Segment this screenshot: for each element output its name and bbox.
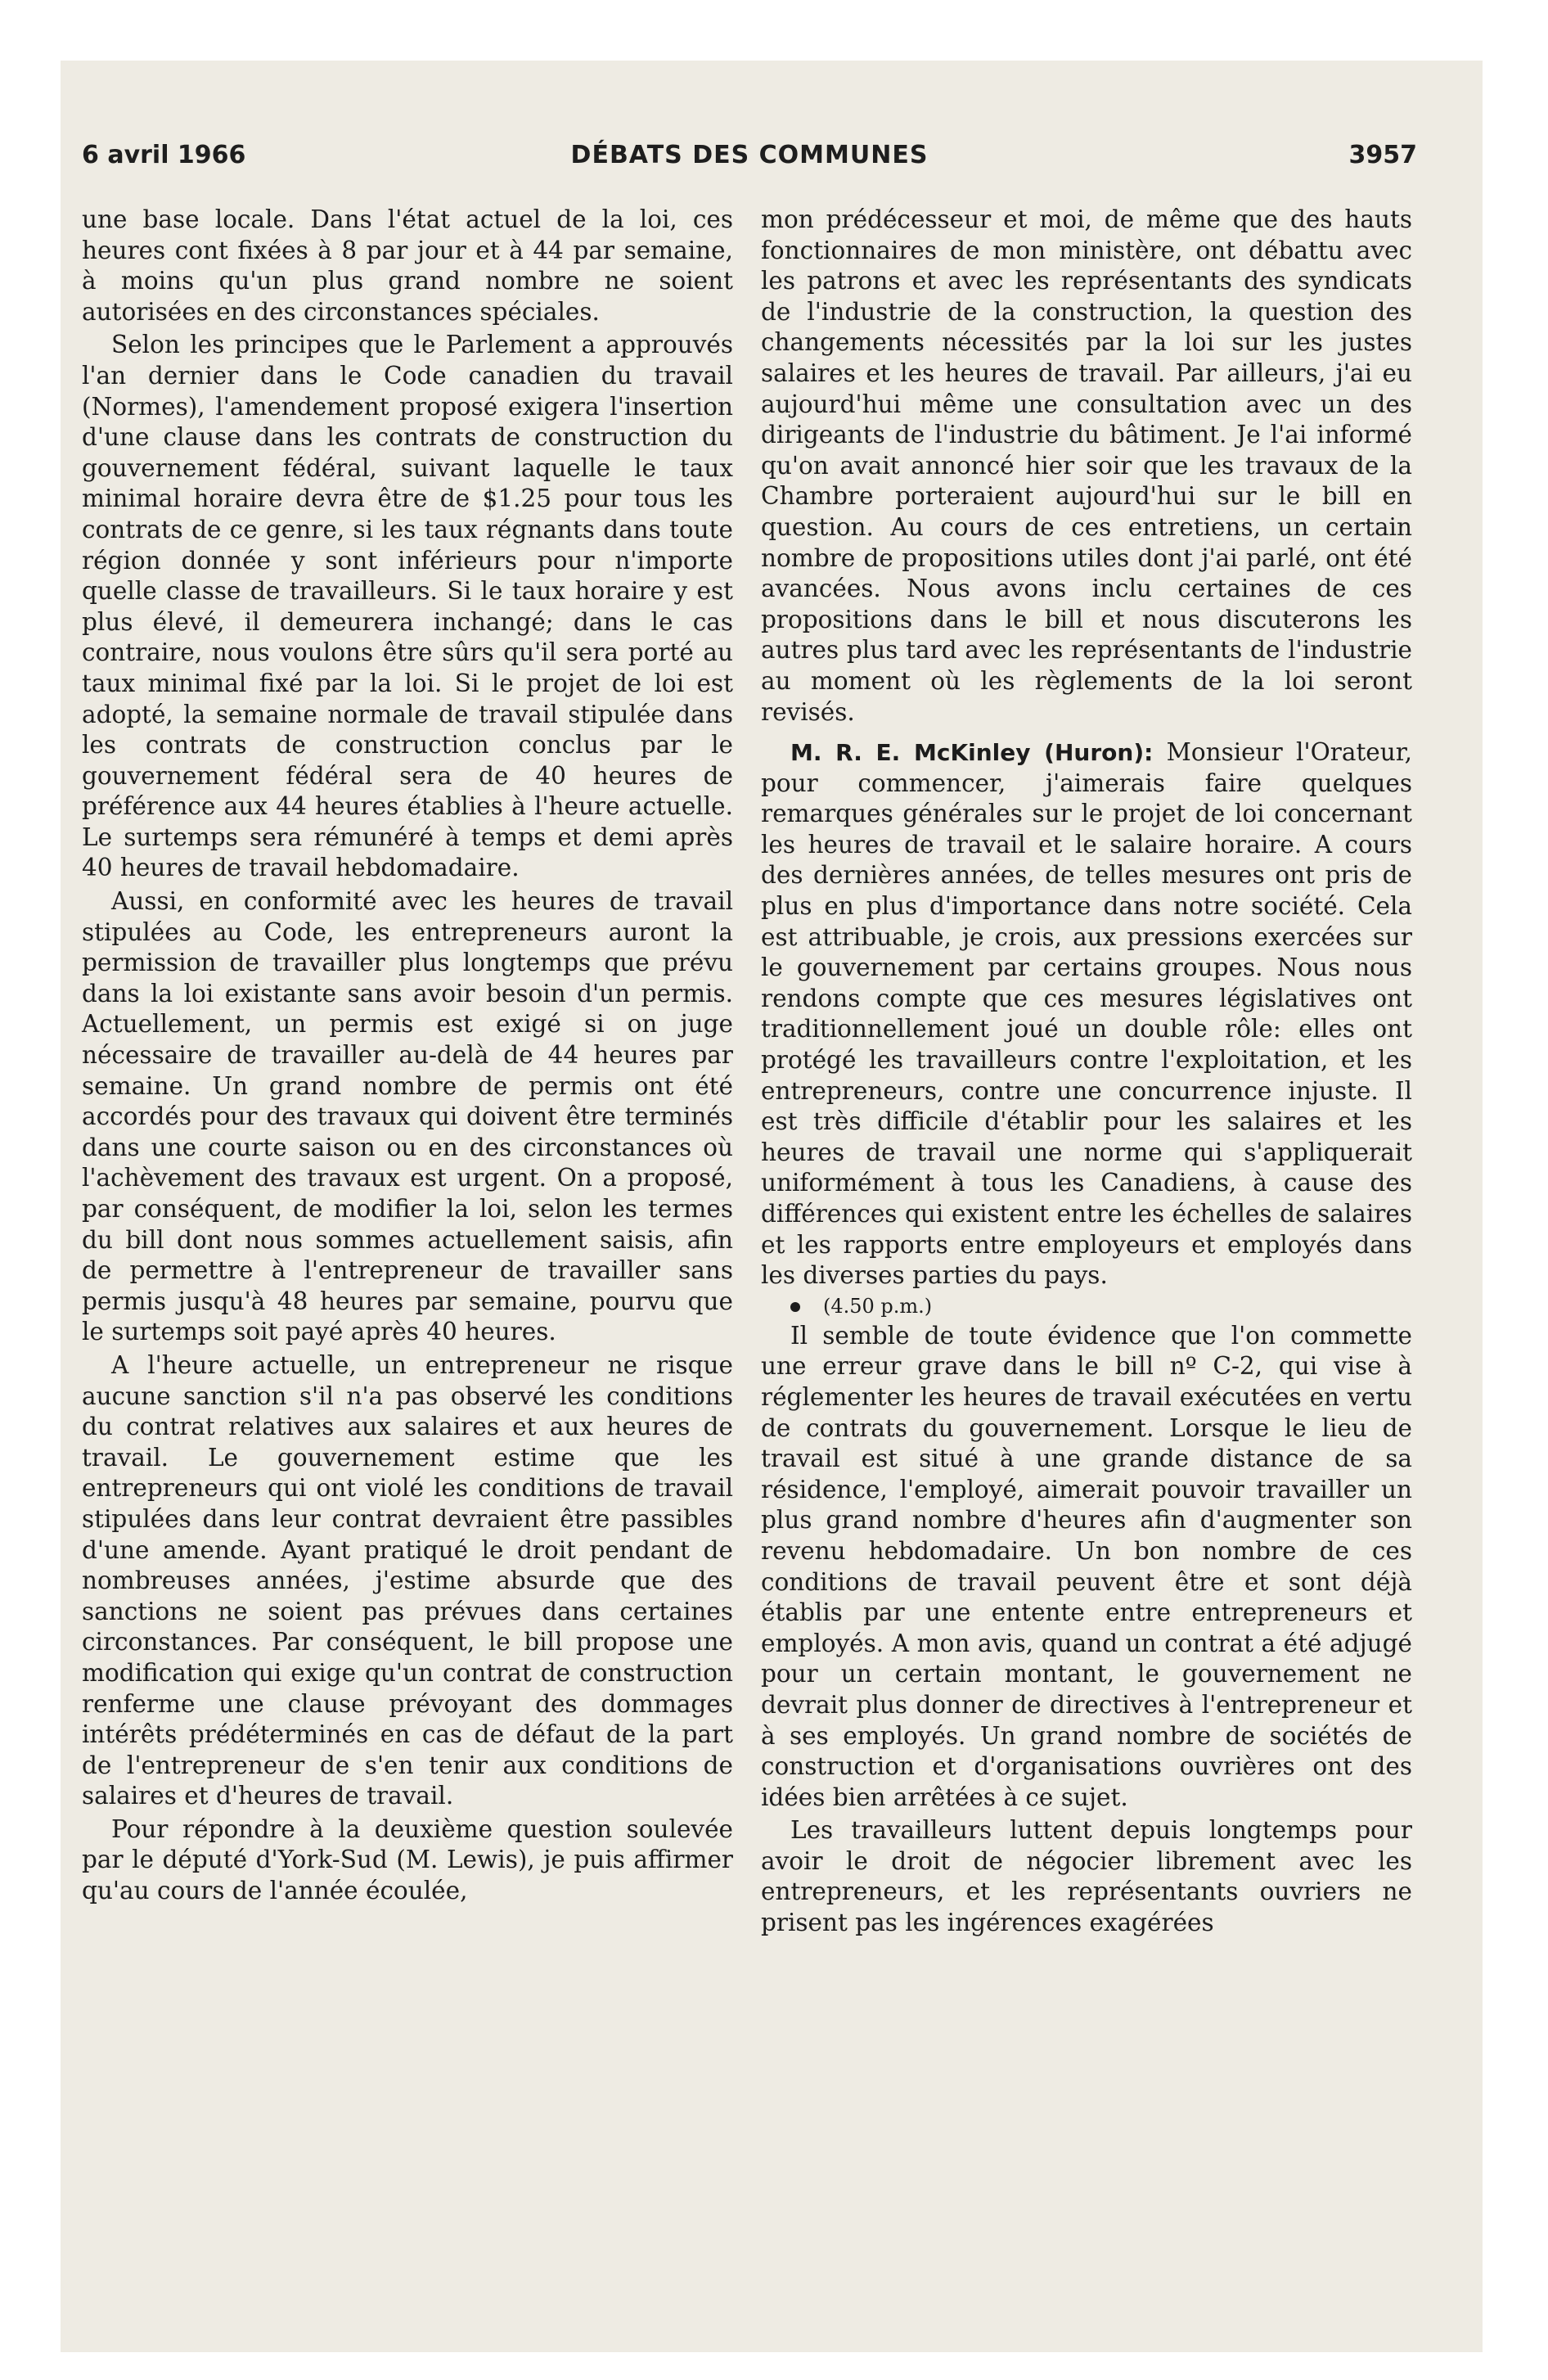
header-page-number: 3957 (1348, 141, 1417, 169)
bullet-dot-icon (790, 1302, 800, 1312)
timestamp: (4.50 p.m.) (823, 1294, 933, 1318)
left-paragraph-3: Aussi, en conformité avec les heures de travail stipulées au Code, les entrepreneurs auront la permission de travailler plus longtemps que prévu dans la loi existante sans avoir besoin d'un permis. Actuellement, un permis est exigé si on juge nécessaire de travailler au-delà de 44 heures par semaine. Un grand nombre de permis ont été accordés pour des travaux qui doivent être terminés dans une courte saison ou en des circonstances où l'achèvement des travaux est urgent. On a proposé, par conséquent, de modifier la loi, selon les termes du bill dont nous sommes actuellement saisis, afin de permettre à l'entrepreneur de travailler sans permis jusqu'à 48 heures par semaine, pourvu que le surtemps soit payé après 40 heures. (82, 887, 733, 1346)
header-date: 6 avril 1966 (82, 141, 246, 169)
right-paragraph-4: Les travailleurs luttent depuis longtemps pour avoir le droit de négocier librement avec les entrepreneurs, et les représentants ouvriers ne prisent pas les ingérences exagérées (761, 1816, 1412, 1937)
header-title: DÉBATS DES COMMUNES (570, 141, 929, 169)
page-header (82, 141, 1417, 182)
left-paragraph-5: Pour répondre à la deuxième question soulevée par le député d'York-Sud (M. Lewis), je puis affirmer qu'au cours de l'année écoulée, (82, 1814, 733, 1905)
left-paragraph-1: une base locale. Dans l'état actuel de la loi, ces heures cont fixées à 8 par jour et à 44 par semaine, à moins qu'un plus grand nombre ne soient autorisées en des circonstances spéciales. (82, 205, 733, 326)
left-column (82, 205, 733, 1909)
speech-paragraph (761, 737, 1412, 1291)
right-paragraph-1: mon prédécesseur et moi, de même que des hauts fonctionnaires de mon ministère, ont débattu avec les patrons et avec les représentants des syndicats de l'industrie de la construction, la question des changements nécessités par la loi sur les justes salaires et les heures de travail. Par ailleurs, j'ai eu aujourd'hui même une consultation avec un des dirigeants de l'industrie du bâtiment. Je l'ai informé qu'on avait annoncé hier soir que les travaux de la Chambre porteraient aujourd'hui sur le bill en question. Au cours de ces entretiens, un certain nombre de propositions utiles dont j'ai parlé, ont été avancées. Nous avons inclu certaines de ces propositions dans le bill et nous discuterons les autres plus tard avec les représentants de l'industrie au moment où les règlements de la loi seront revisés. (761, 205, 1412, 726)
right-column (761, 205, 1412, 1941)
left-paragraph-4: A l'heure actuelle, un entrepreneur ne risque aucune sanction s'il n'a pas observé les conditions du contrat relatives aux salaires et aux heures de travail. Le gouvernement estime que les entrepreneurs qui ont violé les conditions de travail stipulées dans leur contrat devraient être passibles d'une amende. Ayant pratiqué le droit pendant de nombreuses années, j'estime absurde que des sanctions ne soient pas prévues dans certaines circonstances. Par conséquent, le bill propose une modification qui exige qu'un contrat de construction renferme une clause prévoyant des dommages intérêts prédéterminés en cas de défaut de la part de l'entrepreneur de s'en tenir aux conditions de salaires et d'heures de travail. (82, 1350, 733, 1810)
right-paragraph-3: Il semble de toute évidence que l'on commette une erreur grave dans le bill nº C-2, qui vise à réglementer les heures de travail exécutées en vertu de contrats du gouvernement. Lorsque le lieu de travail est situé à une grande distance de sa résidence, l'employé, aimerait pouvoir travailler un plus grand nombre d'heures afin d'augmenter son revenu hebdomadaire. Un bon nombre de ces conditions de travail peuvent être et sont déjà établis par une entente entre entrepreneurs et employés. A mon avis, quand un contrat a été adjugé pour un certain montant, le gouvernement ne devrait plus donner de directives à l'entrepreneur et à ses employés. Un grand nombre de sociétés de construction et d'organisations ouvrières ont des idées bien arrêtées à ce sujet. (761, 1321, 1412, 1811)
left-paragraph-2: Selon les principes que le Parlement a approuvés l'an dernier dans le Code canadien du travail (Normes), l'amendement proposé exigera l'insertion d'une clause dans les contrats de construction du gouvernement fédéral, suivant laquelle le taux minimal horaire devra être de $1.25 pour tous les contrats de ce genre, si les taux régnants dans toute région donnée y sont inférieurs pour n'importe quelle classe de travailleurs. Si le taux horaire y est plus élevé, il demeurera inchangé; dans le cas contraire, nous voulons être sûrs qu'il sera porté au taux minimal fixé par la loi. Si le projet de loi est adopté, la semaine normale de travail stipulée dans les contrats de construction conclus par le gouvernement fédéral sera de 40 heures de préférence aux 44 heures établies à l'heure actuelle. Le surtemps sera rémunéré à temps et demi après 40 heures de travail hebdomadaire. (82, 331, 733, 882)
speaker-name: M. R. E. McKinley (Huron): (790, 739, 1154, 767)
speech-text: Monsieur l'Orateur, pour commencer, j'aimerais faire quelques remarques générales sur le projet de loi concernant les heures de travail et le salaire horaire. A cours des dernières années, de telles mesures ont pris de plus en plus d'importance dans notre société. Cela est attribuable, je crois, aux pressions exercées sur le gouvernement par certains groupes. Nous nous rendons compte que ces mesures législatives ont traditionnellement joué un double rôle: elles ont protégé les travailleurs contre l'exploitation, et les entrepreneurs, contre une concurrence injuste. Il est très difficile d'établir pour les salaires et les heures de travail une norme qui s'appliquerait uniformément à tous les Canadiens, à cause des différences qui existent entre les échelles de salaires et les rapports entre employeurs et employés dans les diverses parties du pays. (761, 738, 1412, 1290)
timestamp-line (761, 1294, 1412, 1318)
